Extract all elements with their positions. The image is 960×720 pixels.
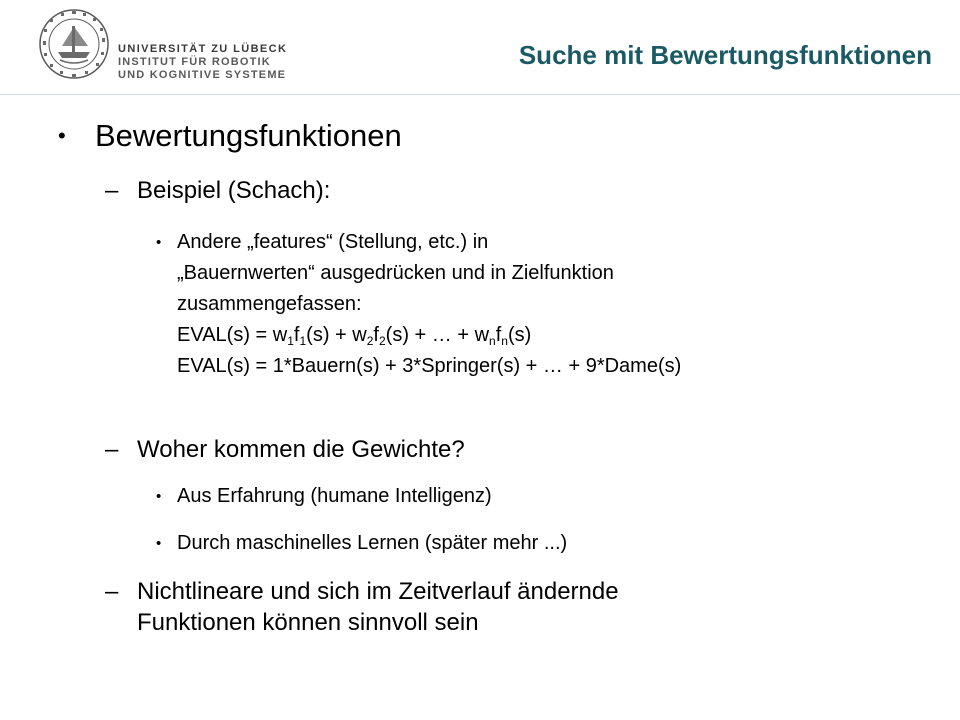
bullet-marker: •: [156, 234, 162, 251]
eval-example: EVAL(s) = 1*Bauern(s) + 3*Springer(s) + … + 9*Dame(s): [177, 355, 682, 377]
bullet-text: Woher kommen die Gewichte?: [137, 436, 465, 463]
dash-marker: –: [105, 177, 119, 204]
dash-marker: –: [105, 436, 119, 463]
bullet-level3: [156, 528, 568, 559]
bullet-text: Aus Erfahrung (humane Intelligenz): [177, 485, 492, 507]
bullet-marker: •: [58, 123, 66, 148]
bullet-text-line: zusammengefassen:: [177, 293, 362, 315]
slide-title: Suche mit Bewertungsfunktionen: [518, 40, 932, 70]
bullet-level3: [156, 481, 492, 512]
eval-formula: EVAL(s) = $w_1f_1(s) + w_2f_2(s)$ + … + $w_nf_n(s)$: [177, 324, 532, 348]
bullet-level2: [105, 434, 465, 465]
institute-name-line1: INSTITUT FÜR ROBOTIK: [118, 56, 271, 68]
bullet-text: Bewertungsfunktionen: [95, 118, 402, 153]
bullet-level1: [58, 118, 402, 154]
bullet-level2: [105, 576, 619, 638]
bullet-marker: •: [156, 488, 162, 505]
university-name: UNIVERSITÄT ZU LÜBECK: [118, 43, 288, 55]
slide-header: [0, 0, 960, 100]
bullet-text: Durch maschinelles Lernen (später mehr ...): [177, 532, 568, 554]
bullet-level2: [105, 175, 331, 206]
bullet-level3: [156, 227, 682, 382]
bullet-text-line: „Bauernwerten“ ausgedrücken und in Zielfunktion: [177, 262, 614, 284]
bullet-text-line: Andere „features“ (Stellung, etc.) in: [177, 231, 489, 253]
header-divider: [0, 94, 960, 95]
university-logo-text: [118, 43, 287, 82]
bullet-marker: •: [156, 535, 162, 552]
institute-name-line2: UND KOGNITIVE SYSTEME: [118, 69, 287, 81]
bullet-text-line: Nichtlineare und sich im Zeitverlauf ändernde: [137, 578, 619, 605]
dash-marker: –: [105, 578, 119, 605]
bullet-text-line: Funktionen können sinnvoll sein: [137, 609, 479, 636]
bullet-text: Beispiel (Schach):: [137, 177, 331, 204]
university-seal-icon: [38, 8, 110, 80]
